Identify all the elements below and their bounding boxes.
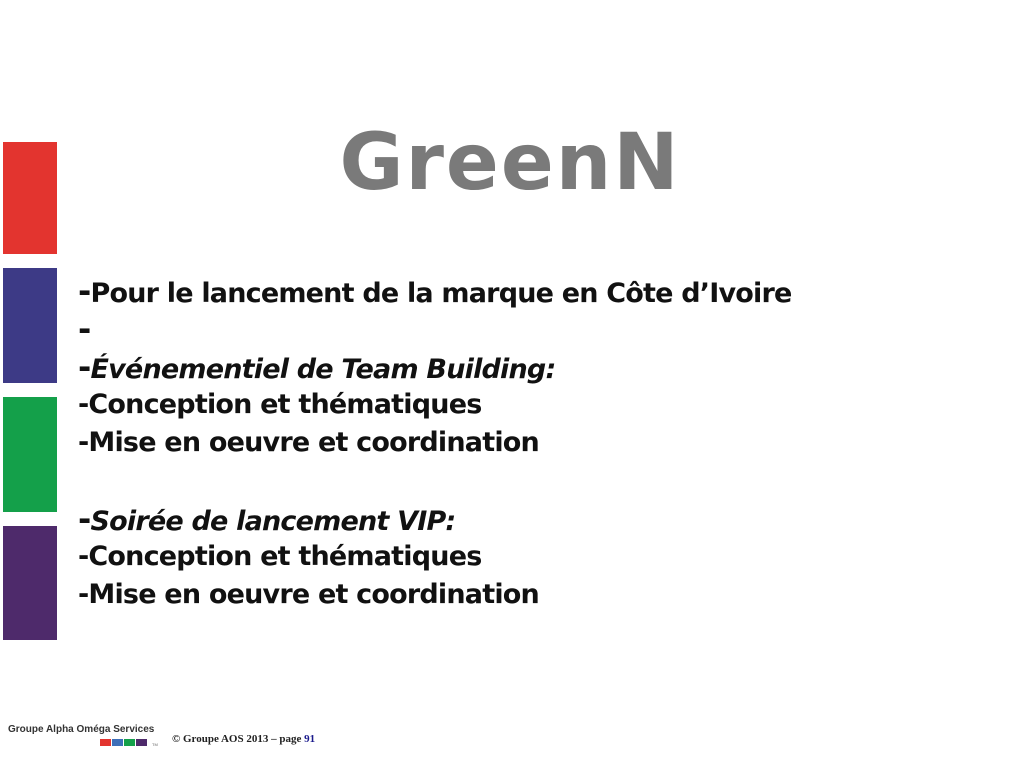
bullet-line-coordination-2: -Mise en oeuvre et coordination xyxy=(78,579,539,610)
side-bar-green xyxy=(3,397,57,512)
page-number: 91 xyxy=(304,733,316,745)
bullet-line-coordination-1: -Mise en oeuvre et coordination xyxy=(78,427,539,458)
footer-trademark: TM xyxy=(152,742,158,747)
slide-title: GreenN xyxy=(339,118,681,208)
bullet-heading-vip-evening: -Soirée de lancement VIP: xyxy=(78,500,456,538)
spacer xyxy=(78,462,978,500)
logo-square-purple xyxy=(136,739,147,746)
footer-logo-squares xyxy=(100,739,147,746)
footer-copyright: © Groupe AOS 2013 – page 91 xyxy=(172,733,316,745)
bullet-line-conception-2: -Conception et thématiques xyxy=(78,541,482,572)
logo-square-red xyxy=(100,739,111,746)
bullet-line-launch: -Pour le lancement de la marque en Côte d’Ivoire xyxy=(78,272,792,310)
logo-square-blue xyxy=(112,739,123,746)
slide-content xyxy=(78,272,978,614)
bullet-line-empty: - xyxy=(78,310,91,348)
footer-brand-name: Groupe Alpha Oméga Services xyxy=(8,724,155,735)
logo-square-green xyxy=(124,739,135,746)
side-bar-purple xyxy=(3,526,57,640)
bullet-heading-team-building: -Événementiel de Team Building: xyxy=(78,348,556,386)
bullet-line-conception-1: -Conception et thématiques xyxy=(78,389,482,420)
side-bar-blue xyxy=(3,268,57,383)
